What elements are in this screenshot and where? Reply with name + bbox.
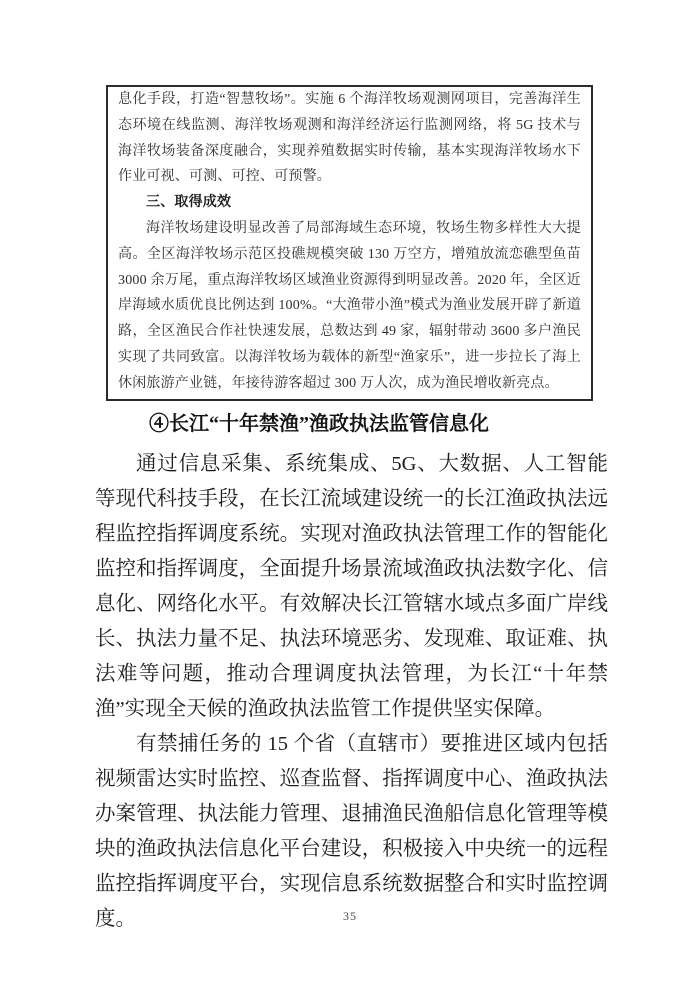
excerpt-subheading: 三、取得成效 bbox=[146, 195, 232, 211]
section-heading: ④长江“十年禁渔”渔政执法监管信息化 bbox=[149, 413, 489, 435]
section-body bbox=[95, 447, 608, 937]
page-number: 35 bbox=[343, 909, 357, 923]
body-paragraph-1: 通过信息采集、系统集成、5G、大数据、人工智能等现代科技手段，在长江流域建设统一的长江渔政执法远程监控指挥调度系统。实现对渔政执法管理工作的智能化监控和指挥调度，全面提升场景流域渔政执法数字化、信息化、网络化水平。有效解决长江管辖水域点多面广岸线长、执法力量不足、执法环境恶劣、发现难、取证难、执法难等问题，推动合理调度执法管理，为长江“十年禁渔”实现全天候的渔政执法监管工作提供坚实保障。 bbox=[95, 453, 608, 720]
excerpt-continuation-paragraph: 息化手段，打造“智慧牧场”。实施 6 个海洋牧场观测网项目，完善海洋生态环境在线监测、海洋牧场观测和海洋经济运行监测网络，将 5G 技术与海洋牧场装备深度融合，实现养殖数据实时传输，基本实现海洋牧场水下作业可视、可测、可控、可预警。 bbox=[118, 92, 581, 185]
body-paragraph-2: 有禁捕任务的 15 个省（直辖市）要推进区域内包括视频雷达实时监控、巡查监督、指挥调度中心、渔政执法办案管理、执法能力管理、退捕渔民渔船信息化管理等模块的渔政执法信息化平台建设，积极接入中央统一的远程监控指挥调度平台，实现信息系统数据整合和实时监控调度。 bbox=[95, 733, 608, 930]
boxed-excerpt bbox=[106, 85, 593, 401]
excerpt-results-paragraph: 海洋牧场建设明显改善了局部海域生态环境，牧场生物多样性大大提高。全区海洋牧场示范区投礁规模突破 130 万空方，增殖放流恋礁型鱼苗 3000 余万尾，重点海洋牧场区域渔业资源得到明显改善。2020 年，全区近岸海域水质优良比例达到 100%。“大渔带小渔”模式为渔业发展开辟了新道路，全区渔民合作社快速发展，总数达到 49 家，辐射带动 3600 多户渔民实现了共同致富。以海洋牧场为载体的新型“渔家乐”，进一步拉长了海上休闲旅游产业链，年接待游客超过 300 万人次，成为渔民增收新亮点。 bbox=[118, 220, 581, 391]
